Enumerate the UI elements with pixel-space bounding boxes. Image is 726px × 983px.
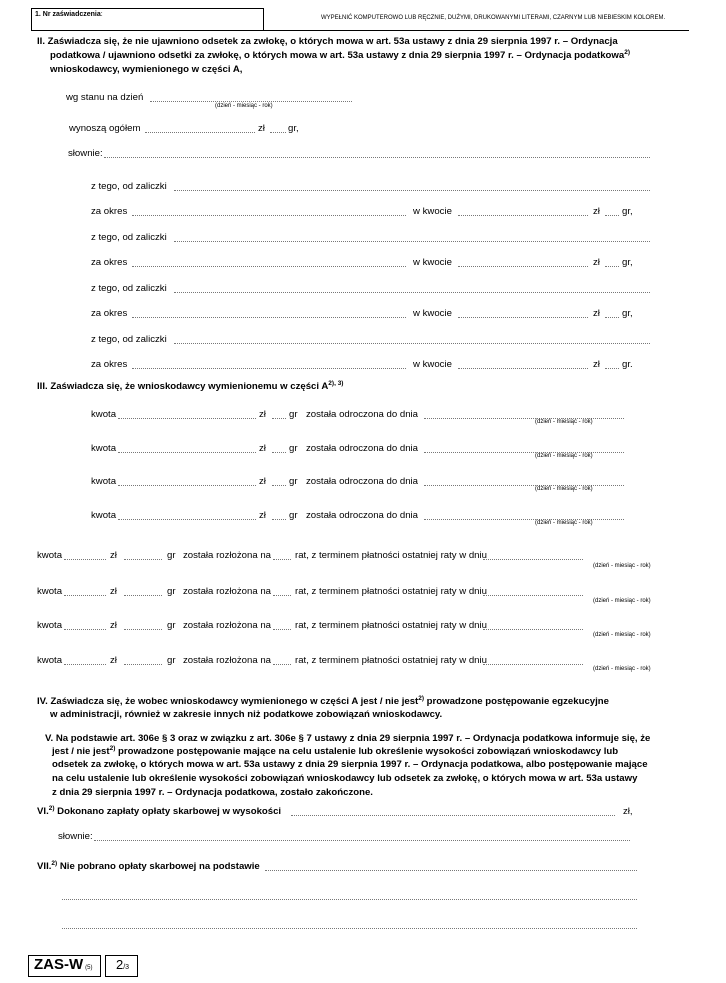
amount-gr-field[interactable] [605,368,619,369]
total-words-field[interactable] [104,157,650,158]
advance-field[interactable] [174,343,650,344]
state-date-field[interactable] [150,101,352,102]
deferred-date-field[interactable] [424,418,624,419]
installment-gr-field[interactable] [124,595,162,596]
installments-label: rat, z terminem płatności ostatniej raty w dniu [295,620,487,631]
section-ii-line1: II. Zaświadcza się, że nie ujawniono odsetek za zwłokę, o których mowa w art. 53a ustawy z dnia 29 sierpnia 1997 r. – Ordynacja [37,36,618,47]
amount-zl-field[interactable] [458,266,588,267]
gr-label: gr [167,620,176,631]
installments-label: rat, z terminem płatności ostatniej raty w dniu [295,655,487,666]
gr-label: gr, [622,308,633,319]
installments-count-field[interactable] [273,629,291,630]
date-format-hint: (dzień - miesiąc - rok) [593,598,651,604]
spread-label: została rozłożona na [183,586,271,597]
deferred-gr-field[interactable] [272,519,286,520]
amount-zl-field[interactable] [458,215,588,216]
deferred-gr-field[interactable] [272,452,286,453]
gr-label: gr [167,550,176,561]
total-zl-field[interactable] [145,132,255,133]
words-label: słownie: [68,148,103,159]
section-vi-title: VI.$^{2)}$ Dokonano zapłaty opłaty skarbowej w wysokości [37,804,282,817]
spread-label: została rozłożona na [183,655,271,666]
deferred-zl-field[interactable] [118,418,256,419]
gr-end-label: gr. [622,359,633,370]
advance-label: z tego, od zaliczki [91,232,167,243]
period-field[interactable] [132,317,406,318]
spread-label: została rozłożona na [183,550,271,561]
installments-count-field[interactable] [273,559,291,560]
last-installment-date-field[interactable] [483,629,583,630]
deferred-date-field[interactable] [424,485,624,486]
installment-zl-field[interactable] [64,595,106,596]
section-v-line1: V. Na podstawie art. 306e § 3 oraz w związku z art. 306e § 7 ustawy z dnia 29 sierpnia 1997 r. – Ordynacja podatkowa informuje się, że [45,733,651,744]
deferred-label: została odroczona do dnia [306,409,419,420]
legal-basis-field-line2[interactable] [62,899,637,900]
zl-label: zł [259,510,266,521]
last-installment-date-field[interactable] [483,559,583,560]
words-label: słownie: [58,831,93,842]
deferred-zl-field[interactable] [118,519,256,520]
period-label: za okres [91,359,128,370]
date-format-hint: (dzień - miesiąc - rok) [535,419,593,425]
section-v-line2: jest / nie jest$^{2)}$ prowadzone postępowanie mające na celu ustalenie lub określenie wysokości zobowiązań wnioskodawcy lub [52,744,619,757]
zl-label: zł [593,359,600,370]
gr-label: gr, [622,206,633,217]
zl-label: zł [110,586,117,597]
section-iii-title: III. Zaświadcza się, że wnioskodawcy wymienionemu w części $A^{2), 3)}$ [37,379,344,392]
installments-label: rat, z terminem płatności ostatniej raty w dniu [295,586,487,597]
amount-in-label: w kwocie [413,308,452,319]
date-format-hint: (dzień - miesiąc - rok) [535,486,593,492]
period-label: za okres [91,257,128,268]
installment-gr-field[interactable] [124,664,162,665]
zl-label: zł [258,123,265,134]
deferred-date-field[interactable] [424,452,624,453]
installments-label: rat, z terminem płatności ostatniej raty w dniu [295,550,487,561]
deferred-label: została odroczona do dnia [306,443,419,454]
advance-label: z tego, od zaliczki [91,181,167,192]
date-format-hint: (dzień - miesiąc - rok) [535,520,593,526]
advance-label: z tego, od zaliczki [91,283,167,294]
kwota-label: kwota [91,510,117,521]
section-iv-line2: w administracji, również w zakresie innych niż podatkowe zobowiązań wnioskodawcy. [50,709,443,720]
gr-label: gr [289,510,298,521]
amount-in-label: w kwocie [413,359,452,370]
zl-label: zł [110,655,117,666]
deferred-label: została odroczona do dnia [306,476,419,487]
installment-gr-field[interactable] [124,629,162,630]
deferred-zl-field[interactable] [118,485,256,486]
section-v-line4: na celu ustalenie lub określenie wysokości zobowiązań wnioskodawcy lub odsetek za zwłokę, o których mowa w art. 53a ustawy [52,773,638,784]
period-field[interactable] [132,266,406,267]
period-field[interactable] [132,215,406,216]
section-v-line3: odsetek za zwłokę, o których mowa w art. 53a ustawy z dnia 29 sierpnia 1997 r. – Ordynacja podatkowa, albo postępowanie mające [52,759,648,770]
kwota-label: kwota [91,409,117,420]
gr-label: gr [289,443,298,454]
form-code: ZAS-W (5) [34,956,93,973]
zl-label: zł [593,206,600,217]
kwota-label: kwota [91,476,117,487]
advance-label: z tego, od zaliczki [91,334,167,345]
date-format-hint: (dzień - miesiąc - rok) [535,453,593,459]
deferred-zl-field[interactable] [118,452,256,453]
kwota-label: kwota [37,655,63,666]
certificate-number-label: 1. Nr zaświadczenia: [35,11,103,18]
stamp-fee-amount-field[interactable] [291,815,615,816]
amount-in-label: w kwocie [413,206,452,217]
date-format-hint: (dzień - miesiąc - rok) [593,632,651,638]
stamp-fee-words-field[interactable] [94,840,630,841]
section-iv-line1: IV. Zaświadcza się, że wobec wnioskodawcy wymienionego w części A jest / nie jest$^{2)}$ prowadzone postępowanie egzekucyjne [37,694,609,707]
date-format-hint: (dzień - miesiąc - rok) [215,103,273,109]
deferred-label: została odroczona do dnia [306,510,419,521]
section-ii-line3: wnioskodawcy, wymienionego w części A, [50,64,243,75]
installment-zl-field[interactable] [64,559,106,560]
advance-field[interactable] [174,292,650,293]
advance-field[interactable] [174,190,650,191]
zl-label: zł [593,257,600,268]
date-format-hint: (dzień - miesiąc - rok) [593,563,651,569]
zl-label: zł [259,443,266,454]
total-label: wynoszą ogółem [69,123,141,134]
section-vii-title: VII.$^{2)}$ Nie pobrano opłaty skarbowej na podstawie [37,859,260,872]
installment-gr-field[interactable] [124,559,162,560]
installment-zl-field[interactable] [64,629,106,630]
last-installment-date-field[interactable] [483,664,583,665]
amount-zl-field[interactable] [458,317,588,318]
section-v-line5: z dnia 29 sierpnia 1997 r. – Ordynacja podatkowa, zostało zakończone. [52,787,373,798]
deferred-gr-field[interactable] [272,418,286,419]
page-number: 2/3 [116,957,130,972]
period-field[interactable] [132,368,406,369]
zl-label: zł [110,550,117,561]
header-rule [264,30,689,31]
gr-label: gr, [622,257,633,268]
legal-basis-field-line3[interactable] [62,928,637,929]
kwota-label: kwota [91,443,117,454]
last-installment-date-field[interactable] [483,595,583,596]
installment-zl-field[interactable] [64,664,106,665]
deferred-gr-field[interactable] [272,485,286,486]
amount-gr-field[interactable] [605,266,619,267]
zl-label: zł [110,620,117,631]
kwota-label: kwota [37,550,63,561]
zl-label: zł [259,476,266,487]
gr-label: gr [289,476,298,487]
fill-instruction: WYPEŁNIĆ KOMPUTEROWO LUB RĘCZNIE, DUŻYMI, DRUKOWANYMI LITERAMI, CZARNYM LUB NIEBIESKIM KOLOREM. [321,15,666,21]
period-label: za okres [91,206,128,217]
amount-zl-field[interactable] [458,368,588,369]
legal-basis-field[interactable] [265,870,637,871]
zl-label: zł [593,308,600,319]
kwota-label: kwota [37,586,63,597]
advance-field[interactable] [174,241,650,242]
kwota-label: kwota [37,620,63,631]
period-label: za okres [91,308,128,319]
installments-count-field[interactable] [273,664,291,665]
zl-label: zł [259,409,266,420]
deferred-date-field[interactable] [424,519,624,520]
state-date-label: wg stanu na dzień [66,92,144,103]
gr-label: gr, [288,123,299,134]
spread-label: została rozłożona na [183,620,271,631]
gr-label: gr [289,409,298,420]
amount-gr-field[interactable] [605,317,619,318]
gr-label: gr [167,586,176,597]
total-gr-field[interactable] [270,132,286,133]
zl-label: zł, [623,806,633,817]
gr-label: gr [167,655,176,666]
installments-count-field[interactable] [273,595,291,596]
amount-gr-field[interactable] [605,215,619,216]
date-format-hint: (dzień - miesiąc - rok) [593,666,651,672]
section-ii-line2: podatkowa / ujawniono odsetki za zwłokę, o których mowa w art. 53a ustawy z dnia 29 sierpnia 1997 r. – Ordynacja podatkowa$^{2)}$ [50,48,630,61]
amount-in-label: w kwocie [413,257,452,268]
